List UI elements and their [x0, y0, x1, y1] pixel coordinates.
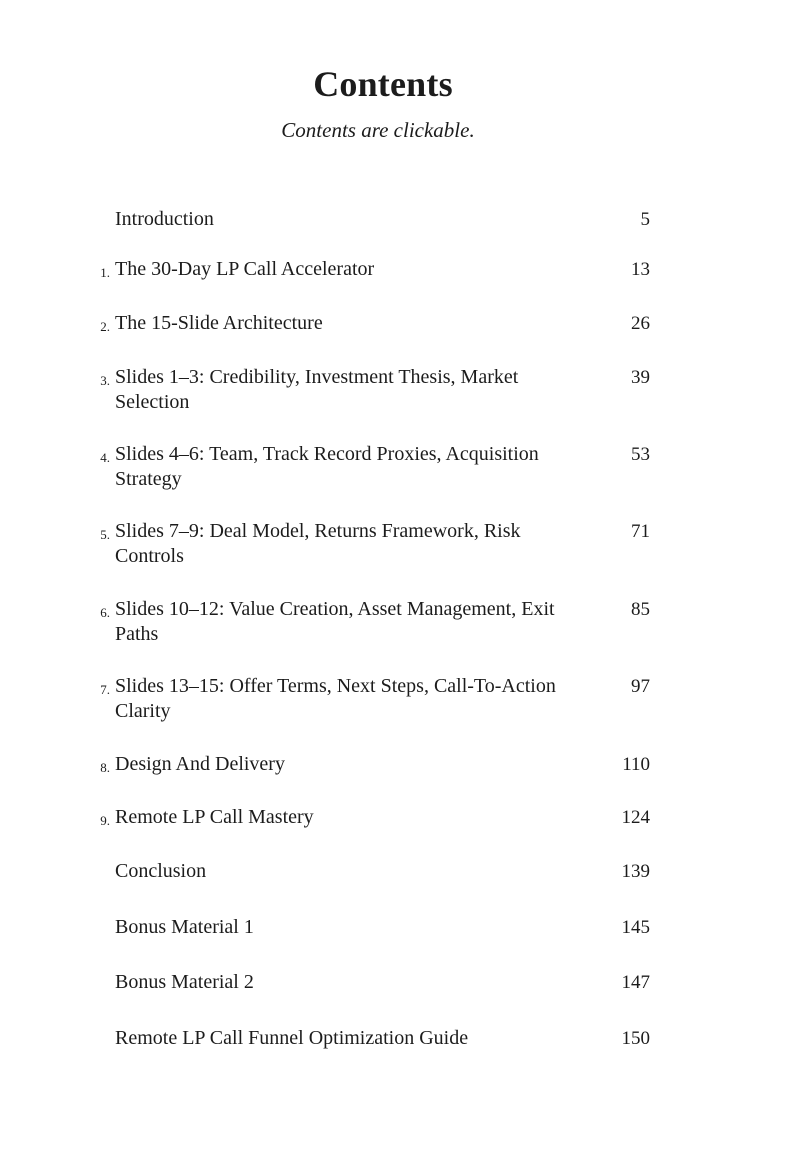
toc-entry-page[interactable]: 97: [631, 676, 650, 697]
toc-entry-page[interactable]: 124: [621, 807, 650, 828]
toc-entry-number: 6.: [100, 605, 110, 620]
page-title: Contents: [313, 64, 453, 104]
toc-entry-number: 7.: [100, 682, 110, 697]
toc-entry-number: 2.: [100, 319, 110, 334]
toc-entry-number: 9.: [100, 813, 110, 828]
toc-entry-title[interactable]: Slides 7–9: Deal Model, Returns Framework, Risk Controls: [115, 520, 521, 567]
toc-entry-page[interactable]: 110: [622, 754, 650, 775]
toc-entry-title[interactable]: Bonus Material 1: [115, 916, 254, 938]
toc-entry-page[interactable]: 139: [621, 861, 650, 882]
toc-entry-page[interactable]: 13: [631, 259, 650, 280]
toc-entry-number: 4.: [100, 450, 110, 465]
toc-entry-title[interactable]: Slides 1–3: Credibility, Investment Thesis, Market Selection: [115, 366, 519, 413]
toc-entry-number: 3.: [100, 373, 110, 388]
toc-entry-page[interactable]: 85: [631, 599, 650, 620]
toc-entry-page[interactable]: 26: [631, 313, 650, 334]
toc-entry-page[interactable]: 53: [631, 444, 650, 465]
page-subtitle: Contents are clickable.: [281, 118, 475, 142]
toc-entry-title[interactable]: Remote LP Call Mastery: [115, 806, 314, 828]
toc-entry-page[interactable]: 5: [640, 209, 650, 230]
toc-entry-page[interactable]: 145: [621, 917, 650, 938]
toc-entry-title[interactable]: The 15-Slide Architecture: [115, 312, 323, 334]
toc-entry-title[interactable]: Slides 13–15: Offer Terms, Next Steps, Call-To-Action Clarity: [115, 675, 556, 722]
toc-entry-title[interactable]: Remote LP Call Funnel Optimization Guide: [115, 1027, 469, 1049]
toc-entry-title[interactable]: Slides 10–12: Value Creation, Asset Management, Exit Paths: [115, 598, 555, 645]
toc-entry-page[interactable]: 147: [621, 972, 650, 993]
toc-entry-page[interactable]: 150: [621, 1028, 650, 1049]
toc-entry-title[interactable]: The 30-Day LP Call Accelerator: [115, 258, 375, 280]
toc-entry-title[interactable]: Bonus Material 2: [115, 971, 254, 993]
toc-entry-page[interactable]: 71: [631, 521, 650, 542]
toc-entry-title[interactable]: Design And Delivery: [115, 753, 285, 775]
toc-entry-title[interactable]: Slides 4–6: Team, Track Record Proxies, Acquisition Strategy: [115, 443, 539, 490]
toc-entry-page[interactable]: 39: [631, 367, 650, 388]
toc-entry-title[interactable]: Introduction: [115, 208, 214, 230]
toc-entry-number: 5.: [100, 527, 110, 542]
toc-entry-number: 1.: [100, 265, 110, 280]
toc-entry-title[interactable]: Conclusion: [115, 860, 207, 882]
toc-entry-number: 8.: [100, 760, 110, 775]
